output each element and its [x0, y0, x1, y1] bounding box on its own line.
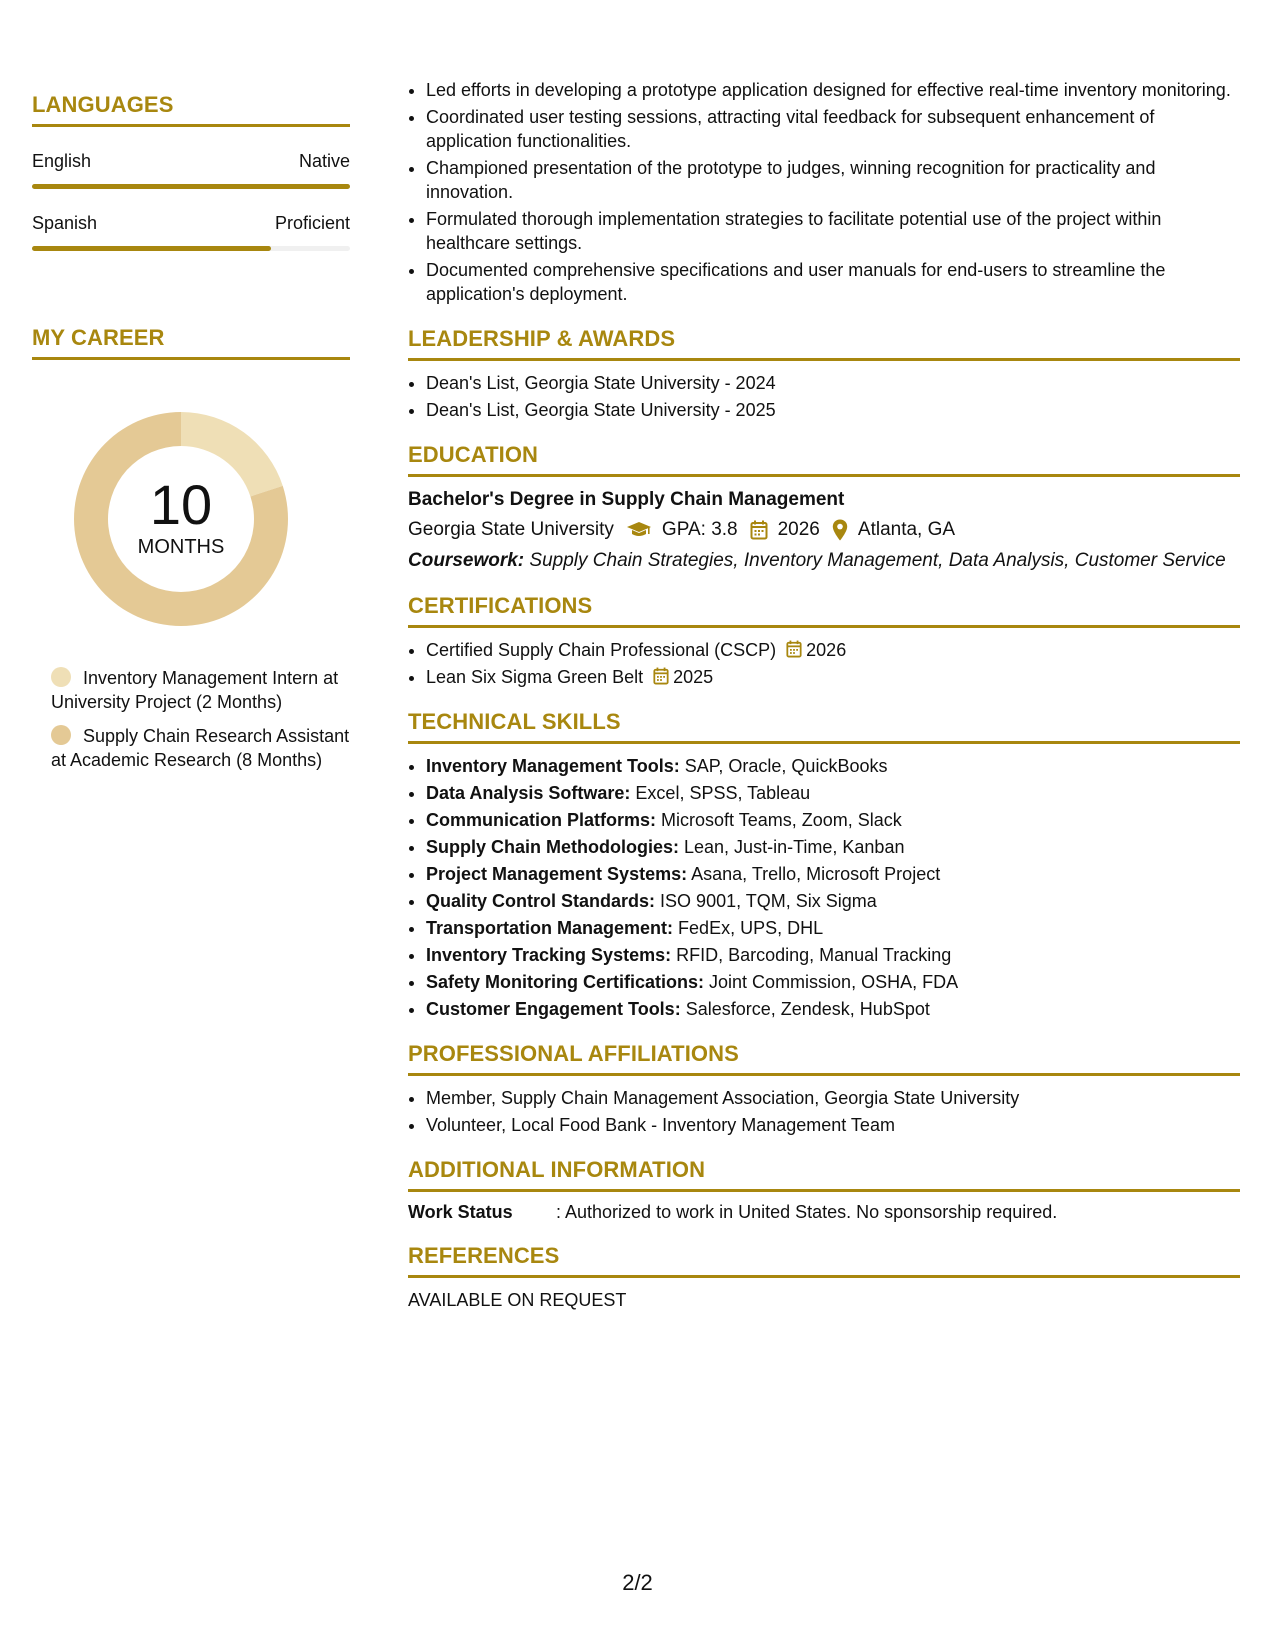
skills-section: [408, 709, 1240, 1021]
experience-bullet: • Coordinated user testing sessions, attracting vital feedback for subsequent enhancement of application functionalities.: [426, 105, 1240, 153]
language-bar: [32, 184, 350, 189]
language-name: English: [32, 151, 92, 171]
leadership-item: • Dean's List, Georgia State University - 2025: [426, 398, 1240, 422]
education-degree: Bachelor's Degree in Supply Chain Management: [408, 489, 845, 510]
language-item: [32, 151, 350, 189]
skill-item: [426, 970, 1240, 994]
certification-name: Lean Six Sigma Green Belt: [426, 667, 644, 687]
calendar-icon: [653, 667, 669, 685]
language-name: Spanish: [32, 213, 98, 233]
left-column: [32, 92, 350, 782]
career-section: [32, 325, 350, 772]
page-number: 2/2: [622, 1570, 653, 1595]
graduation-cap-icon: [626, 521, 652, 539]
language-item: [32, 213, 350, 251]
education-coursework: [408, 549, 1240, 573]
additional-section: [408, 1157, 1240, 1223]
coursework-text: Supply Chain Strategies, Inventory Management, Data Analysis, Customer Service: [529, 550, 1226, 571]
skill-value: Joint Commission, OSHA, FDA: [709, 972, 959, 992]
donut-total-unit: MONTHS: [137, 536, 225, 558]
skill-item: [426, 997, 1240, 1021]
experience-bullet: • Formulated thorough implementation strategies to facilitate potential use of the project within healthcare settings.: [426, 207, 1240, 255]
location-pin-icon: [832, 519, 848, 541]
skill-label: Quality Control Standards:: [426, 891, 656, 911]
additional-title: ADDITIONAL INFORMATION: [408, 1157, 1240, 1192]
experience-bullet: • Championed presentation of the prototype to judges, winning recognition for practicality and innovation.: [426, 156, 1240, 204]
skill-label: Customer Engagement Tools:: [426, 999, 681, 1019]
skill-value: Asana, Trello, Microsoft Project: [691, 864, 941, 884]
work-status-row: [408, 1202, 1240, 1223]
skill-label: Communication Platforms:: [426, 810, 657, 830]
affiliation-item: • Volunteer, Local Food Bank - Inventory Management Team: [426, 1113, 1240, 1137]
certification-year: 2025: [673, 667, 714, 687]
skill-item: [426, 781, 1240, 805]
language-level: Proficient: [274, 213, 350, 233]
education-title: EDUCATION: [408, 442, 1240, 477]
education-location: Atlanta, GA: [857, 519, 956, 540]
certification-item: [426, 638, 1240, 662]
skill-item: [426, 835, 1240, 859]
coursework-label: Coursework:: [408, 550, 525, 571]
education-section: [408, 442, 1240, 573]
language-level: Native: [298, 151, 350, 171]
skill-item: [426, 754, 1240, 778]
language-bar: [32, 246, 350, 251]
calendar-icon: [786, 640, 802, 658]
legend-dot: [51, 725, 71, 745]
legend-item: [32, 724, 350, 772]
affiliations-title: PROFESSIONAL AFFILIATIONS: [408, 1041, 1240, 1076]
education-meta: [408, 519, 1240, 541]
skill-item: [426, 916, 1240, 940]
legend-text: Inventory Management Intern at University Project (2 Months): [51, 668, 339, 712]
calendar-icon: [750, 520, 768, 540]
education-school: Georgia State University: [408, 519, 614, 540]
skill-value: Salesforce, Zendesk, HubSpot: [685, 999, 930, 1019]
references-title: REFERENCES: [408, 1243, 1240, 1278]
skill-label: Safety Monitoring Certifications:: [426, 972, 705, 992]
skill-value: Lean, Just-in-Time, Kanban: [684, 837, 905, 857]
skill-item: [426, 889, 1240, 913]
experience-bullet: • Led efforts in developing a prototype application designed for effective real-time inventory monitoring.: [426, 78, 1240, 102]
references-section: [408, 1243, 1240, 1311]
leadership-item: • Dean's List, Georgia State University - 2024: [426, 371, 1240, 395]
certification-year: 2026: [806, 640, 847, 660]
experience-bullet: • Documented comprehensive specifications and user manuals for end-users to streamline the application's deployment.: [426, 258, 1240, 306]
certification-name: Certified Supply Chain Professional (CSCP): [426, 640, 777, 660]
education-gpa: GPA: 3.8: [661, 519, 738, 540]
education-year: 2026: [777, 519, 820, 540]
language-bar-fill: [32, 246, 271, 251]
skill-value: FedEx, UPS, DHL: [678, 918, 824, 938]
leadership-title: LEADERSHIP & AWARDS: [408, 326, 1240, 361]
legend-text: Supply Chain Research Assistant at Academic Research (8 Months): [51, 726, 350, 770]
skill-label: Data Analysis Software:: [426, 783, 631, 803]
skill-label: Inventory Tracking Systems:: [426, 945, 672, 965]
certification-item: [426, 665, 1240, 689]
affiliations-section: [408, 1041, 1240, 1137]
skills-title: TECHNICAL SKILLS: [408, 709, 1240, 744]
skill-item: [426, 943, 1240, 967]
legend-item: [32, 666, 350, 714]
certifications-title: CERTIFICATIONS: [408, 593, 1240, 628]
affiliation-item: • Member, Supply Chain Management Association, Georgia State University: [426, 1086, 1240, 1110]
languages-title: LANGUAGES: [32, 92, 350, 127]
work-status-value: : Authorized to work in United States. No sponsorship required.: [556, 1202, 1058, 1222]
skill-label: Supply Chain Methodologies:: [426, 837, 679, 857]
skill-label: Project Management Systems:: [426, 864, 688, 884]
donut-center: [66, 404, 296, 634]
career-donut-chart: [66, 404, 296, 634]
skill-value: SAP, Oracle, QuickBooks: [684, 756, 888, 776]
skill-value: Excel, SPSS, Tableau: [635, 783, 811, 803]
work-status-label: Work Status: [408, 1202, 513, 1222]
donut-total-value: 10: [149, 473, 213, 536]
languages-list: [32, 151, 350, 251]
right-column: [408, 78, 1240, 1311]
legend-dot: [51, 667, 71, 687]
skill-item: [426, 808, 1240, 832]
skill-value: RFID, Barcoding, Manual Tracking: [676, 945, 952, 965]
skill-value: ISO 9001, TQM, Six Sigma: [660, 891, 877, 911]
references-text: AVAILABLE ON REQUEST: [408, 1290, 627, 1310]
experience-bullets: [408, 78, 1240, 306]
leadership-section: [408, 326, 1240, 422]
skill-label: Transportation Management:: [426, 918, 674, 938]
skill-value: Microsoft Teams, Zoom, Slack: [661, 810, 902, 830]
skill-item: [426, 862, 1240, 886]
career-legend: [32, 666, 350, 772]
language-bar-fill: [32, 184, 350, 189]
skills-list: [408, 754, 1240, 1021]
skill-label: Inventory Management Tools:: [426, 756, 680, 776]
certifications-section: [408, 593, 1240, 689]
career-title: MY CAREER: [32, 325, 350, 360]
